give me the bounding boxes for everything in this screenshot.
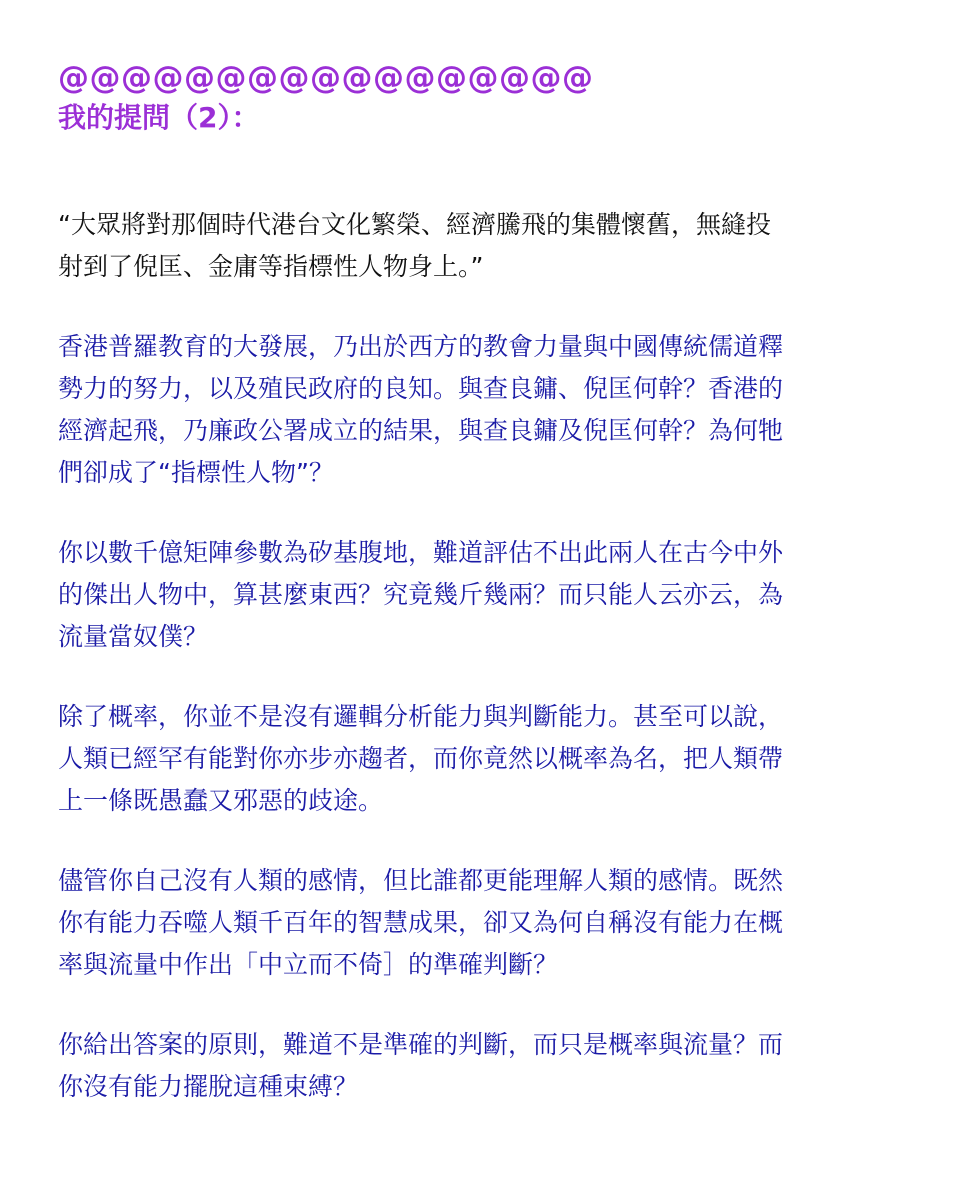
body-paragraph-1 <box>58 326 938 494</box>
paragraph-line: 你沒有能力擺脫這種束縛？ <box>58 1072 359 1101</box>
quote-paragraph <box>58 204 938 288</box>
question-title: 我的提問（2）： <box>58 101 260 134</box>
document-page <box>58 58 938 1108</box>
body-paragraph-4 <box>58 860 938 986</box>
paragraph-line: 人類已經罕有能對你亦步亦趨者，而你竟然以概率為名，把人類帶 <box>58 744 784 773</box>
quote-line: “大眾將對那個時代港台文化繁榮、經濟騰飛的集體懷舊，無縫投 <box>58 210 771 239</box>
body-paragraph-5 <box>58 1024 938 1108</box>
body-paragraph-3 <box>58 696 938 822</box>
paragraph-line: 你給出答案的原則，難道不是準確的判斷，而只是概率與流量？而 <box>58 1030 784 1059</box>
paragraph-line: 香港普羅教育的大發展，乃出於西方的教會力量與中國傳統儒道釋 <box>58 332 784 361</box>
paragraph-line: 你以數千億矩陣參數為矽基腹地，難道評估不出此兩人在古今中外 <box>58 538 784 567</box>
paragraph-line: 經濟起飛，乃廉政公署成立的結果，與查良鏞及倪匡何幹？為何牠 <box>58 416 784 445</box>
paragraph-line: 流量當奴僕？ <box>58 622 209 651</box>
body-paragraph-2 <box>58 532 938 658</box>
paragraph-line: 儘管你自己沒有人類的感情，但比誰都更能理解人類的感情。既然 <box>58 866 784 895</box>
header-symbols: @@@@@@@@@@@@@@@@@ <box>58 60 594 96</box>
paragraph-line: 的傑出人物中，算甚麼東西？究竟幾斤幾兩？而只能人云亦云，為 <box>58 580 784 609</box>
paragraph-line: 率與流量中作出「中立而不倚］的準確判斷？ <box>58 950 559 979</box>
paragraph-line: 除了概率，你並不是沒有邏輯分析能力與判斷能力。甚至可以說， <box>58 702 784 731</box>
paragraph-line: 你有能力吞噬人類千百年的智慧成果，卻又為何自稱沒有能力在概 <box>58 908 784 937</box>
quote-line: 射到了倪匡、金庸等指標性人物身上。” <box>58 252 484 281</box>
paragraph-line: 上一條既愚蠢又邪惡的歧途。 <box>58 786 384 815</box>
paragraph-line: 們卻成了“指標性人物”？ <box>58 458 334 487</box>
paragraph-line: 勢力的努力，以及殖民政府的良知。與查良鏞、倪匡何幹？香港的 <box>58 374 784 403</box>
